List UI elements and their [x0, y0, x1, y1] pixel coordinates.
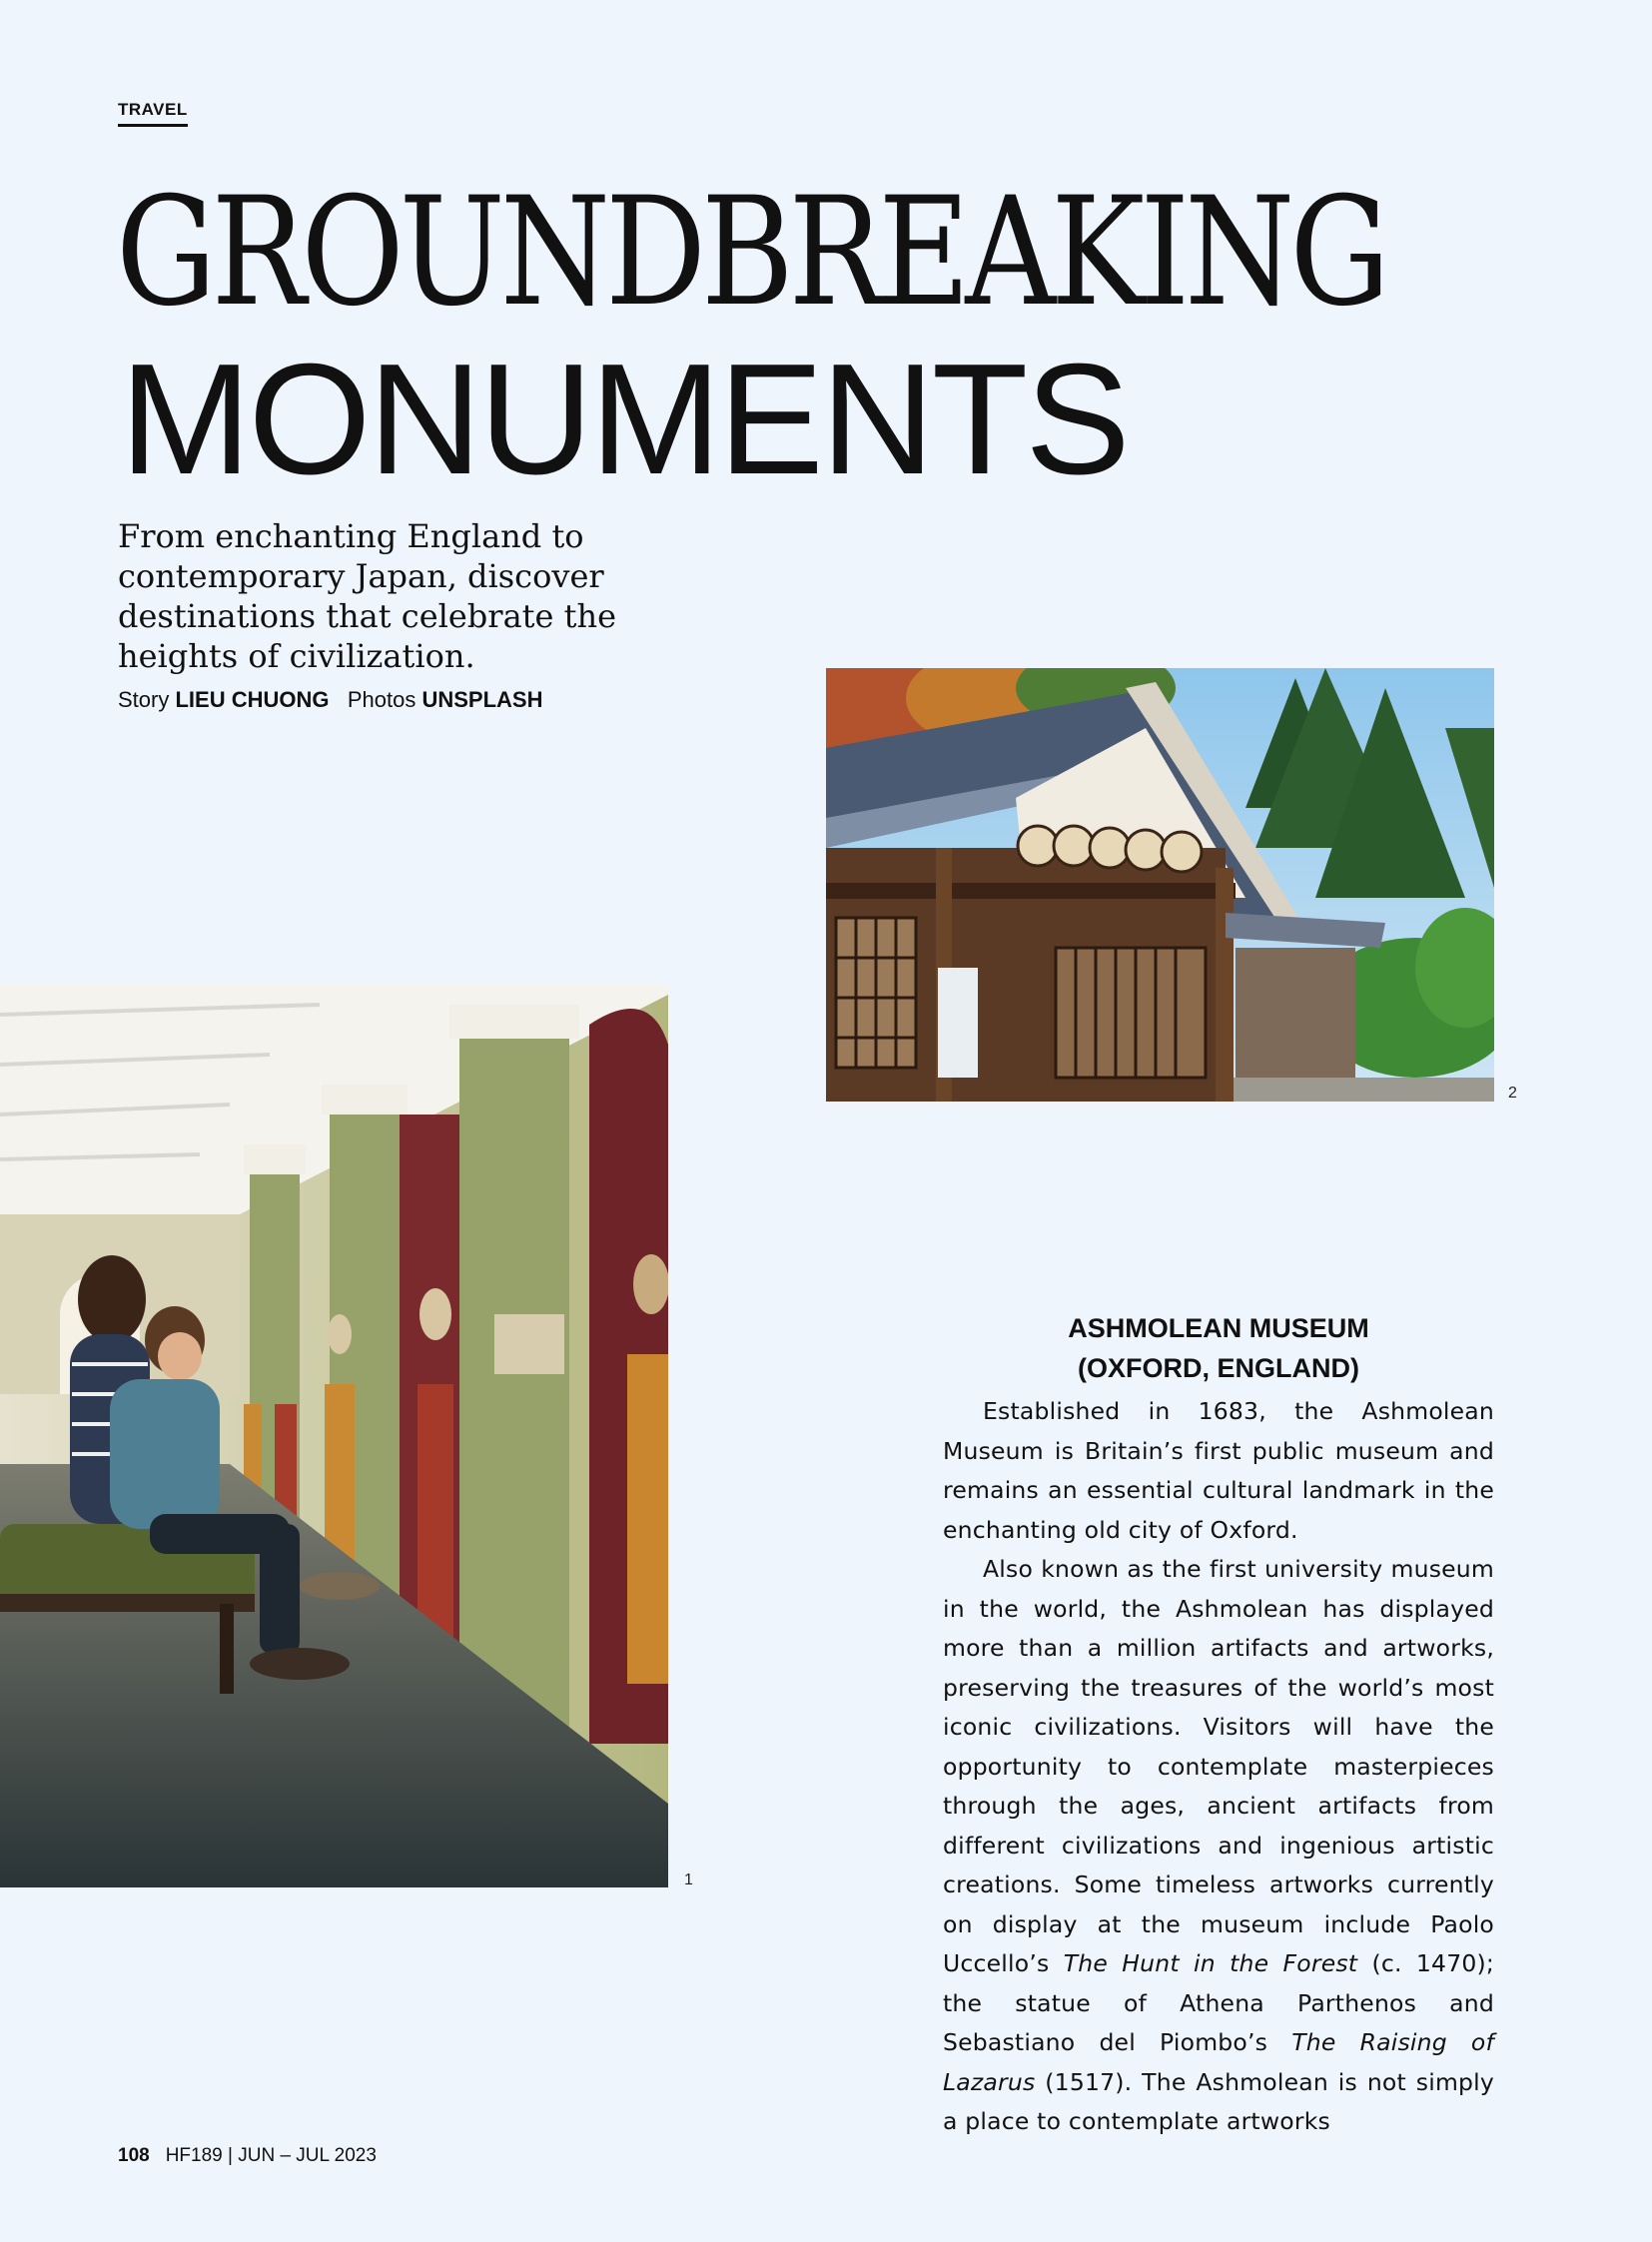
- page-footer: [118, 2145, 377, 2167]
- photo-japanese-gate: [826, 668, 1494, 1102]
- article-paragraph-1: Established in 1683, the Ashmolean Museum is Britain’s first public museum and remains an essential cultural landmark in the enchanting old city of Oxford.: [943, 1397, 1494, 1544]
- issue-info: HF189 | JUN – JUL 2023: [165, 2145, 377, 2166]
- article-heading: [943, 1308, 1494, 1388]
- photo-1-number: 1: [684, 1871, 693, 1888]
- story-label: Story: [118, 687, 170, 712]
- article-body: [943, 1308, 1494, 2142]
- headline-line-2: MONUMENTS: [120, 332, 1128, 507]
- article-heading-line-2: (OXFORD, ENGLAND): [1078, 1353, 1359, 1383]
- page-number: 108: [118, 2145, 150, 2166]
- article-heading-line-1: ASHMOLEAN MUSEUM: [1068, 1313, 1369, 1343]
- section-tag: TRAVEL: [118, 100, 188, 127]
- paragraph-2-text-c: (1517). The Ashmolean is not simply a place to contemplate artworks: [943, 2067, 1494, 2135]
- credits: [118, 687, 542, 713]
- paragraph-2-text-b: (c. 1470); the statue of Athena Parthenos and Sebastiano del Piombo’s: [943, 1949, 1494, 2056]
- story-author: LIEU CHUONG: [175, 687, 330, 712]
- artwork-title-hunt: The Hunt in the Forest: [1063, 1949, 1358, 1977]
- photos-source: UNSPLASH: [421, 687, 543, 712]
- paragraph-2-text-a: Also known as the first university museum in the world, the Ashmolean has displayed more than a million artifacts and artworks, preserving the treasures of the world’s most iconic civilizations. Visitors will have the opportunity to contemplate masterpieces through the ages, ancient artifacts from different civilizations and ingenious artistic creations. Some timeless artworks currently on display at the museum include Paolo Uccello’s: [943, 1555, 1494, 1977]
- artwork-title-lazarus: The Raising of Lazarus: [943, 2028, 1494, 2096]
- photo-museum-gallery: [0, 985, 668, 1887]
- article-paragraph-2: [943, 1550, 1494, 2142]
- headline-line-1: GROUNDBREAKING: [116, 166, 1385, 340]
- photos-label: Photos: [347, 687, 416, 712]
- standfirst: From enchanting England to contemporary Japan, discover destinations that celebrate the heights of civilization.: [118, 517, 617, 675]
- photo-2-number: 2: [1508, 1085, 1517, 1102]
